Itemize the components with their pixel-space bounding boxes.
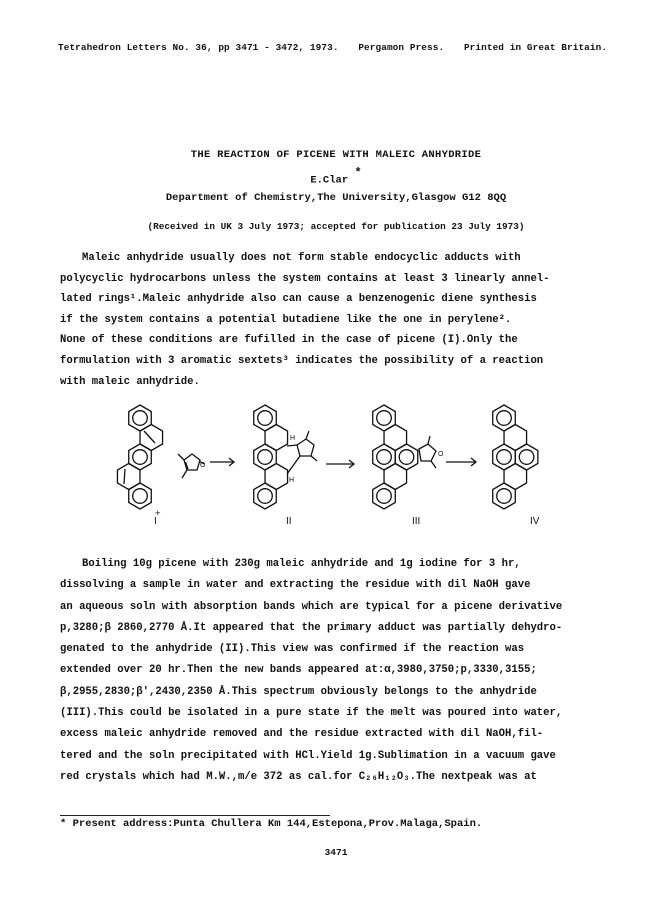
footnote-rule — [60, 815, 330, 816]
text-line: polycyclic hydrocarbons unless the system contains at least 3 linearly annel- — [60, 272, 550, 285]
reaction-scheme — [100, 398, 580, 534]
text-line: None of these conditions are fufilled in the case of picene (I).Only the — [60, 334, 518, 347]
text-line: Maleic anhydride usually does not form stable endocyclic adducts with — [82, 252, 521, 264]
text-line: excess maleic anhydride removed and the residue extracted with dil NaOH,fil- — [60, 728, 544, 741]
paragraph-intro — [60, 248, 620, 392]
text-line: (III).This could be isolated in a pure state if the melt was poured into water, — [60, 707, 563, 720]
text-line: an aqueous soln with absorption bands which are typical for a picene derivative — [60, 600, 563, 613]
text-line: extended over 20 hr.Then the new bands appeared at:α,3980,3750;p,3330,3155; — [60, 664, 537, 677]
adduct-structure — [254, 405, 317, 509]
compound-label-ii: II — [286, 516, 292, 527]
received-dates: (Received in UK 3 July 1973; accepted for publication 23 July 1973) — [147, 221, 525, 232]
text-line: formulation with 3 aromatic sextets³ indicates the possibility of a reaction — [60, 354, 544, 367]
compound-label-iii: III — [412, 516, 421, 527]
footnote: * Present address:Punta Chullera Km 144,Estepona,Prov.Malaga,Spain. — [60, 818, 483, 830]
author-line — [0, 168, 672, 187]
publisher-name: Pergamon Press. — [358, 42, 445, 53]
compound-label-iv: IV — [530, 516, 540, 527]
author-name: E.Clar — [310, 174, 349, 187]
text-line: tered and the soln precipitated with HCl.Yield 1g.Sublimation in a vacuum gave — [60, 749, 556, 762]
anhydride-oxygen: O — [200, 462, 206, 469]
anhydride-structure — [373, 405, 436, 509]
printed-note: Printed in Great Britain. — [463, 42, 608, 53]
text-line: lated rings¹.Maleic anhydride also can cause a benzenogenic diene synthesis — [60, 293, 537, 306]
reaction-arrow — [210, 458, 234, 466]
text-line: dissolving a sample in water and extracting the residue with dil NaOH gave — [60, 579, 531, 592]
reaction-arrow — [326, 460, 354, 468]
text-line: with maleic anhydride. — [60, 375, 200, 388]
compound-label-i: I — [154, 516, 157, 527]
text-line: Boiling 10g picene with 230g maleic anhydride and 1g iodine for 3 hr, — [82, 558, 521, 570]
product-structure — [493, 405, 538, 509]
text-line: p,3280;β 2860,2770 Å.It appeared that the primary adduct was partially dehydro- — [60, 621, 563, 634]
text-line: if the system contains a potential butadiene like the one in perylene². — [60, 313, 512, 326]
author-footnote-mark: * — [354, 166, 362, 180]
picene-structure — [117, 405, 162, 509]
hydrogen-label-lower: H — [289, 477, 295, 484]
paragraph-experimental — [60, 554, 620, 788]
page-number: 3471 — [324, 847, 348, 858]
hydrogen-label: H — [290, 435, 296, 442]
text-line: genated to the anhydride (II).This view was confirmed if the reaction was — [60, 643, 525, 656]
running-header — [58, 42, 618, 53]
text-line: red crystals which had M.W.,m/e 372 as cal.for C₂₆H₁₂O₃.The nextpeak was at — [60, 770, 537, 783]
affiliation: Department of Chemistry,The University,Glasgow G12 8QQ — [165, 192, 507, 204]
reaction-arrow — [446, 458, 476, 466]
article-title: THE REACTION OF PICENE WITH MALEIC ANHYDRIDE — [190, 149, 482, 161]
text-line: β,2955,2830;β',2430,2350 Å.This spectrum obviously belongs to the anhydride — [60, 685, 537, 698]
anhydride-oxygen-iii: O — [438, 451, 444, 458]
journal-citation: Tetrahedron Letters No. 36, pp 3471 - 3472, 1973. — [58, 42, 339, 53]
plus-sign: + — [155, 508, 161, 519]
